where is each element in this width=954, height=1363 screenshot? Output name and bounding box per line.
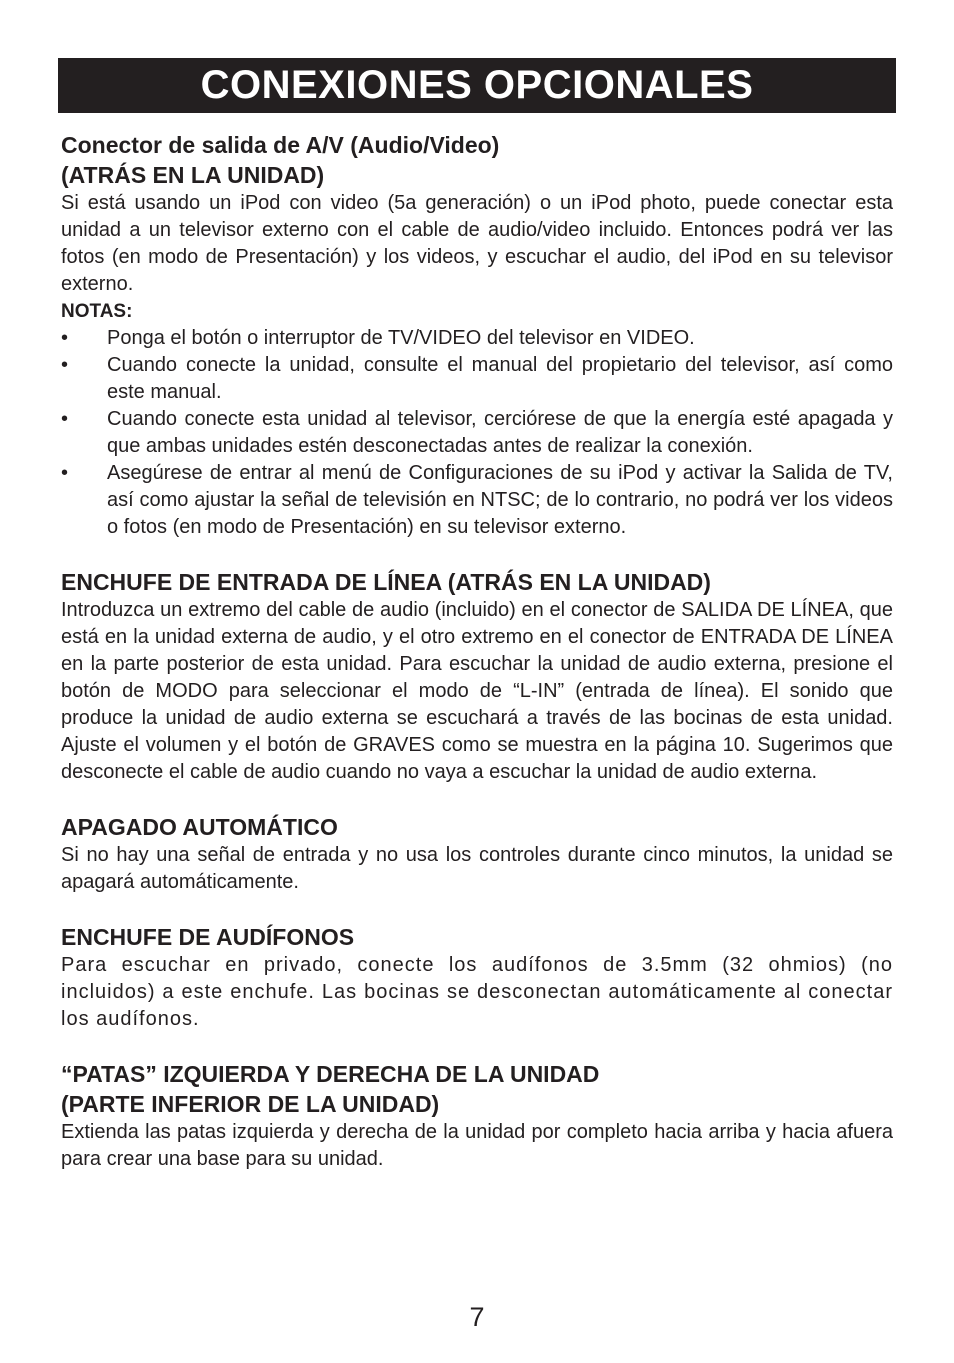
section-auto-off: [61, 812, 893, 896]
section-spacer: [61, 541, 893, 567]
bullet-icon: •: [61, 462, 69, 484]
bullet-icon: •: [61, 354, 69, 376]
page-title: CONEXIONES OPCIONALES: [200, 63, 754, 107]
section-spacer: [61, 896, 893, 922]
list-item-text: Cuando conecte esta unidad al televisor, cerciórese de que la energía esté apagada y que ambas unidades estén desconectadas antes de realizar la conexión.: [107, 408, 893, 457]
section-body: Extienda las patas izquierda y derecha de la unidad por completo hacia arriba y hacia afuera para crear una base para su unidad.: [61, 1121, 893, 1170]
notes-label: NOTAS:: [61, 301, 133, 322]
list-item: [61, 406, 893, 460]
notes-list: [61, 325, 893, 541]
section-heading: ENCHUFE DE AUDÍFONOS: [61, 924, 355, 950]
page-number: 7: [469, 1302, 485, 1332]
list-item: [61, 325, 893, 352]
list-item-text: Cuando conecte la unidad, consulte el manual del propietario del televisor, así como este manual.: [107, 354, 893, 403]
section-body: Introduzca un extremo del cable de audio (incluido) en el conector de SALIDA DE LÍNEA, que está en la unidad externa de audio, y el otro extremo en el conector de ENTRADA DE LÍNEA en la parte posterior de esta unidad. Para escuchar la unidad de audio externa, presione el botón de MODO para seleccionar el modo de “L-IN” (entrada de línea). El sonido que produce la unidad de audio externa se escuchará a través de las bocinas de esta unidad. Ajuste el volumen y el botón de GRAVES como se muestra en la página 10. Sugerimos que desconecte el cable de audio cuando no vaya a escuchar la unidad de audio externa.: [61, 599, 893, 783]
section-spacer: [61, 786, 893, 812]
list-item-text: Ponga el botón o interruptor de TV/VIDEO del televisor en VIDEO.: [107, 327, 695, 349]
list-item: [61, 460, 893, 541]
section-legs: [61, 1059, 893, 1173]
section-heading: “PATAS” IZQUIERDA Y DERECHA DE LA UNIDAD: [61, 1061, 600, 1087]
title-bar: [58, 58, 896, 113]
section-line-in: [61, 567, 893, 786]
list-item-text: Asegúrese de entrar al menú de Configuraciones de su iPod y activar la Salida de TV, así como ajustar la señal de televisión en NTSC; de lo contrario, no podrá ver los videos o fotos (en modo de Presentación) en su televisor externo.: [107, 462, 893, 538]
section-heading: Conector de salida de A/V (Audio/Video): [61, 132, 500, 158]
section-body: Si está usando un iPod con video (5a generación) o un iPod photo, puede conectar esta unidad a un televisor externo con el cable de audio/video incluido. Entonces podrá ver las fotos (en modo de Presentación) y los videos, y escuchar el audio, del iPod en su televisor externo.: [61, 192, 893, 295]
section-spacer: [61, 1033, 893, 1059]
bullet-icon: •: [61, 327, 69, 349]
section-heading: APAGADO AUTOMÁTICO: [61, 814, 338, 840]
section-subheading: (ATRÁS EN LA UNIDAD): [61, 162, 325, 188]
section-headphones: [61, 922, 893, 1033]
section-subheading: (PARTE INFERIOR DE LA UNIDAD): [61, 1091, 440, 1117]
list-item: [61, 352, 893, 406]
section-heading: ENCHUFE DE ENTRADA DE LÍNEA (ATRÁS EN LA UNIDAD): [61, 569, 711, 595]
bullet-icon: •: [61, 408, 69, 430]
document-content: [61, 130, 893, 1173]
section-body: Si no hay una señal de entrada y no usa los controles durante cinco minutos, la unidad se apagará automáticamente.: [61, 844, 893, 893]
section-av-out: [61, 130, 893, 541]
section-body: Para escuchar en privado, conecte los audífonos de 3.5mm (32 ohmios) (no incluidos) a este enchufe. Las bocinas se desconectan automáticamente al conectar los audífonos.: [61, 954, 893, 1030]
